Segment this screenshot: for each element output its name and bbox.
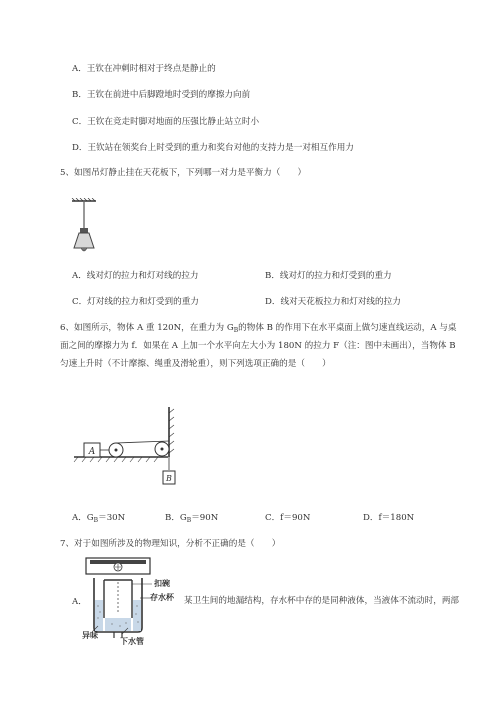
q5-option-b: B．线对灯的拉力和灯受到的重力 xyxy=(265,271,392,281)
label-odor: 异味 xyxy=(82,631,98,640)
block-b-label: B xyxy=(166,474,172,483)
q5-stem: 5、如图吊灯静止挂在天花板下，下列哪一对力是平衡力（ ） xyxy=(60,168,307,178)
label-drain-pipe: 下水管 xyxy=(120,637,144,646)
block-a-label: A xyxy=(88,447,96,457)
q6-option-d: D．f＝180N xyxy=(363,513,415,523)
q5-option-d: D．线对天花板拉力和灯对线的拉力 xyxy=(265,297,401,307)
q6-option-a: A．$G_B=30N$ xyxy=(72,513,126,524)
q7-option-a-letter: A． xyxy=(72,597,87,607)
pulley-system-figure xyxy=(72,405,182,490)
q4-option-d: D．王钦站在领奖台上时受到的重力和奖台对他的支持力是一对相互作用力 xyxy=(72,143,354,153)
q4-option-c: C．王钦在竞走时脚对地面的压强比静止站立时小 xyxy=(72,117,260,127)
q6-stem-line1: 6、如图所示，物体 A 重 120N，在重力为 $G_B$的物体 B 的作用下在水平桌面上做匀速直线运动，A 与桌 xyxy=(60,323,457,334)
q6-option-c: C．f＝90N xyxy=(265,513,311,523)
label-cover: 扣碗 xyxy=(154,579,170,588)
pendant-lamp-figure xyxy=(66,198,106,256)
q6-stem-line2: 面之间的摩擦力为 f．如果在 A 上加一个水平向左大小为 180N 的拉力 F（注：图中未画出），当物体 B xyxy=(60,341,456,351)
q4-option-b: B．王钦在前进中后脚蹬地时受到的摩擦力向前 xyxy=(72,90,251,100)
q5-option-a: A．线对灯的拉力和灯对线的拉力 xyxy=(72,271,199,281)
q7-option-a-text: 某卫生间的地漏结构，存水杯中存的是同种液体，当液体不流动时，两部 xyxy=(184,596,460,606)
q4-option-a: A．王钦在冲刺时相对于终点是静止的 xyxy=(72,64,216,74)
q6-option-b: B．$G_B=90N$ xyxy=(165,513,219,524)
q7-stem: 7、对于如图所涉及的物理知识，分析不正确的是（ ） xyxy=(60,539,281,549)
label-water-cup: 存水杯 xyxy=(150,593,174,602)
q5-option-c: C．灯对线的拉力和灯受到的重力 xyxy=(72,297,199,307)
q6-stem-line3: 匀速上升时（不计摩擦、绳重及滑轮重），则下列选项正确的是（ ） xyxy=(60,359,331,369)
